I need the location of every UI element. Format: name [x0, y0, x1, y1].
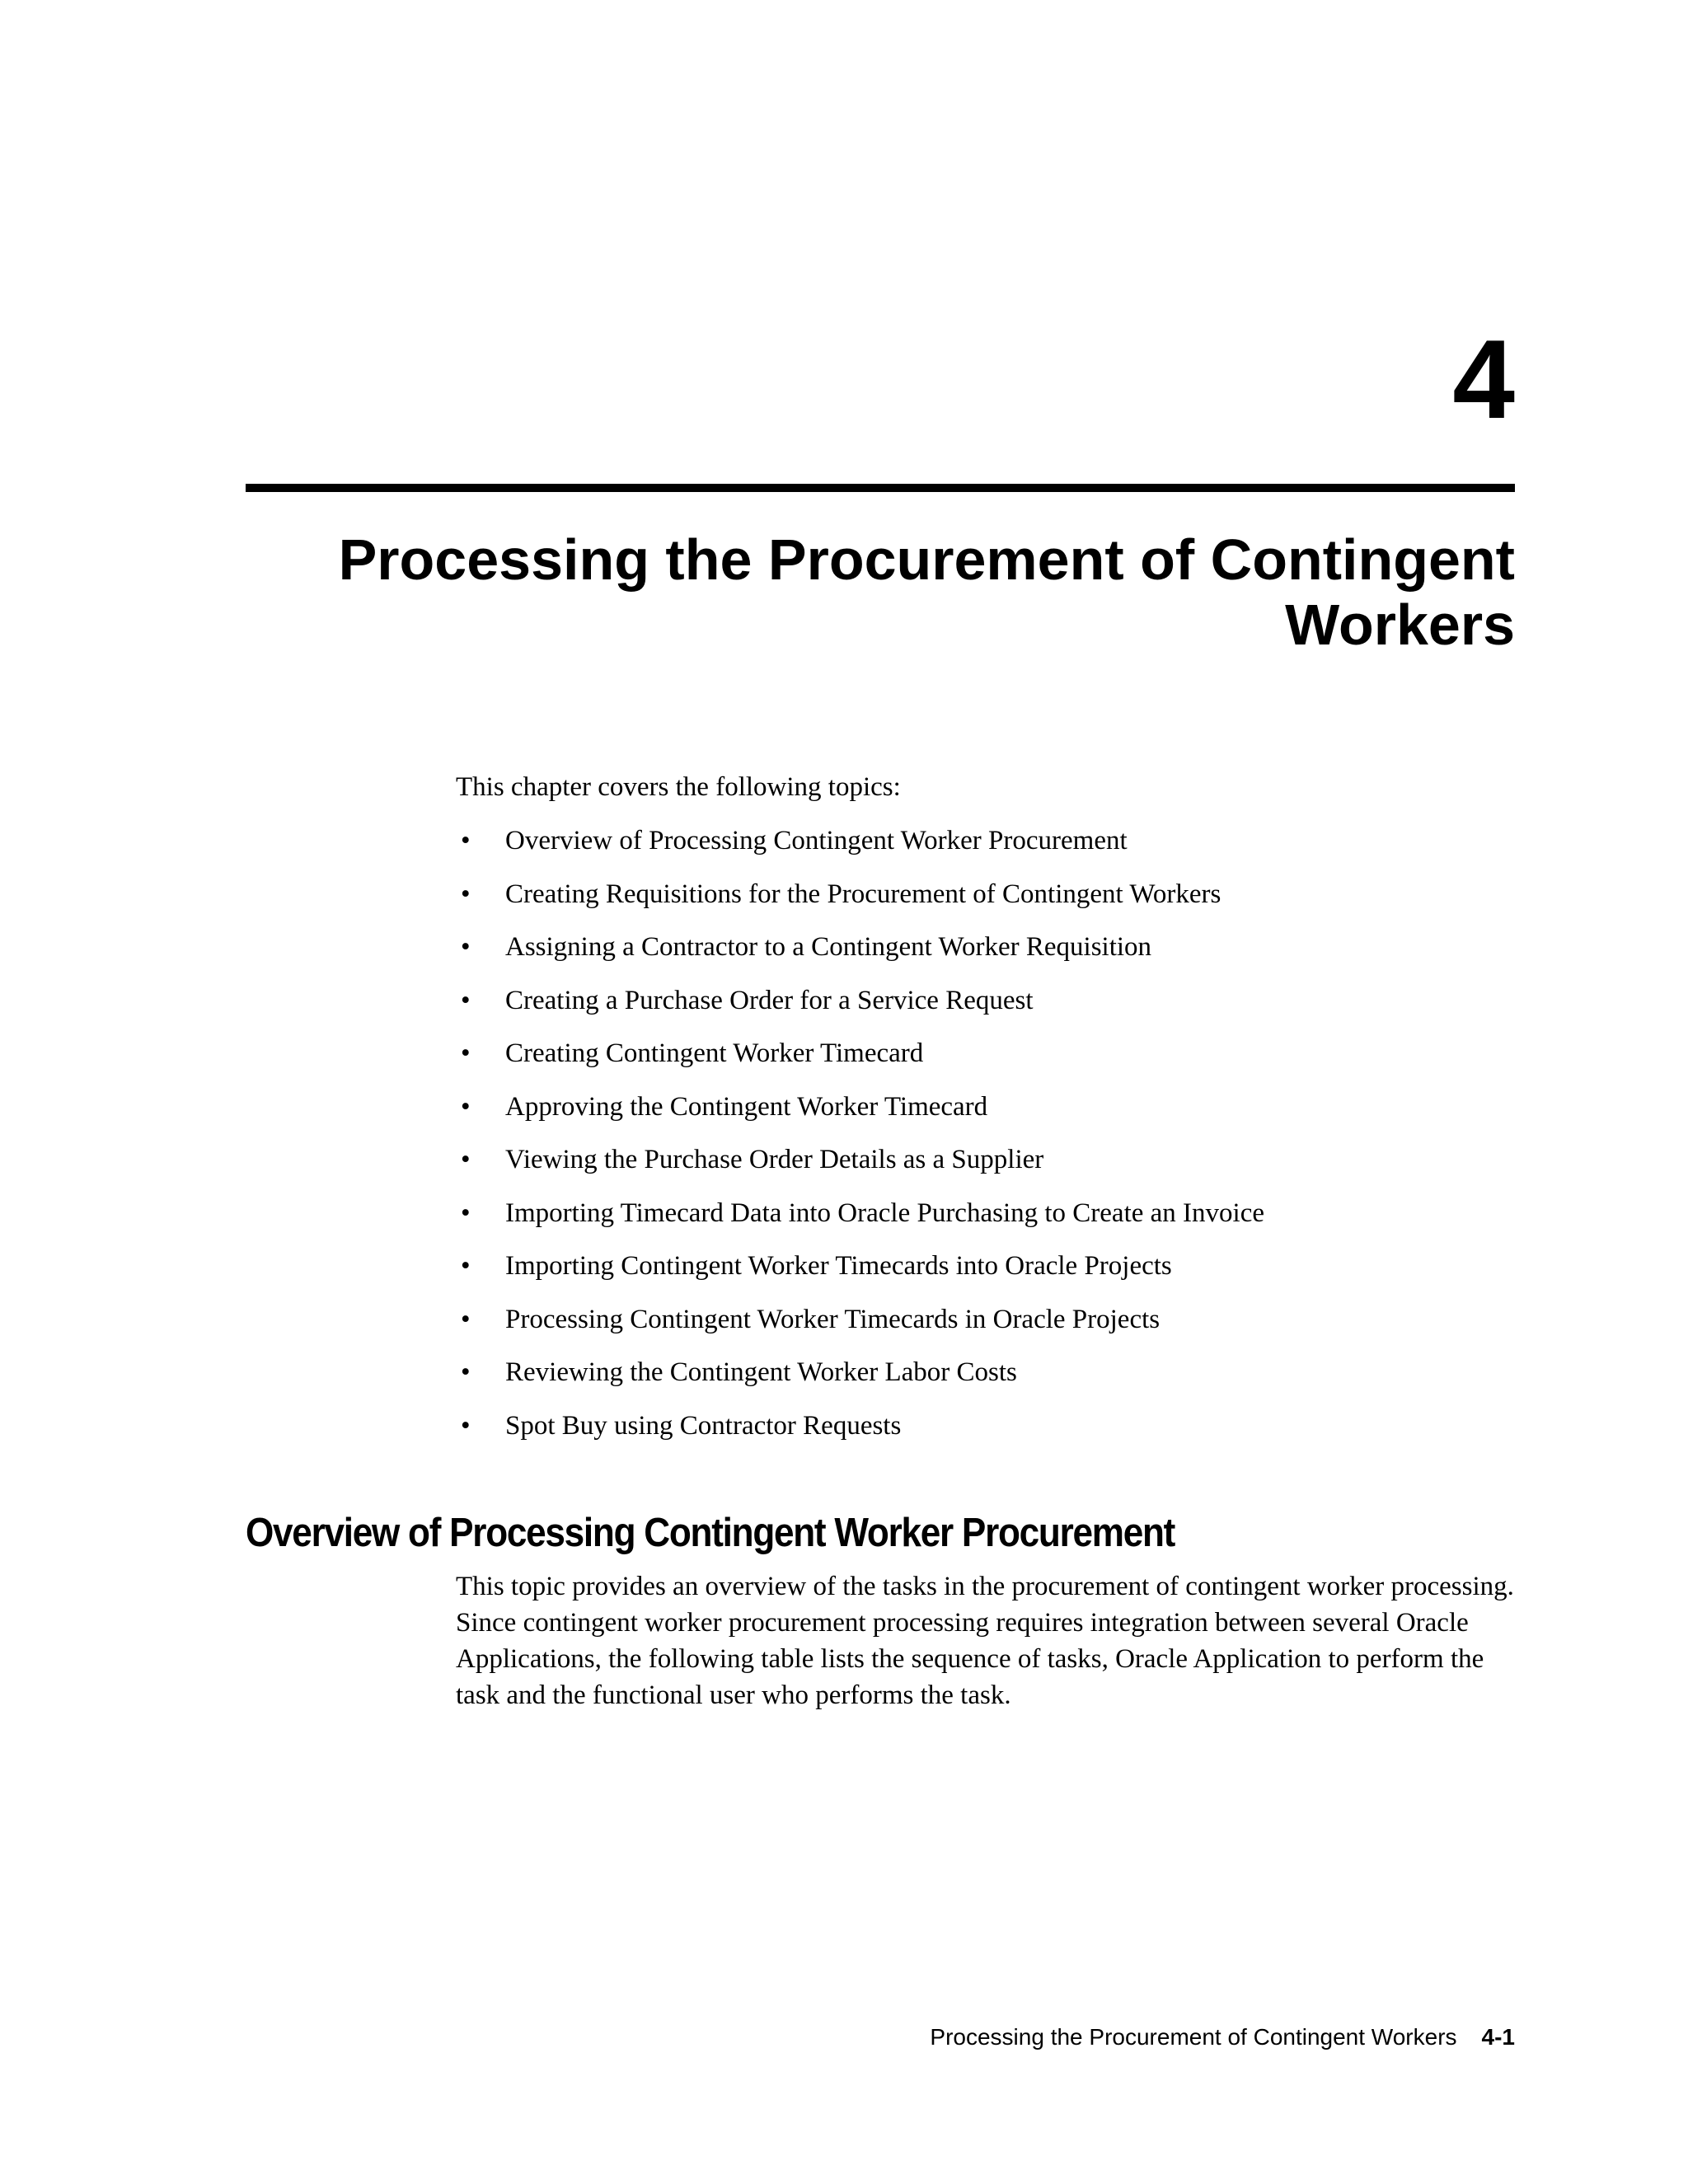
topic-link[interactable]: Importing Contingent Worker Timecards into Oracle Projects — [505, 1251, 1172, 1281]
topic-link[interactable]: Spot Buy using Contractor Requests — [505, 1410, 902, 1441]
topic-item[interactable] — [456, 929, 1264, 982]
bullet-icon: • — [461, 826, 471, 855]
topic-list — [456, 823, 1264, 1460]
page-footer — [930, 2023, 1515, 2051]
topic-item[interactable] — [456, 876, 1264, 930]
footer-title: Processing the Procurement of Contingent Workers — [930, 2024, 1457, 2050]
topic-item[interactable] — [456, 1141, 1264, 1195]
topic-link[interactable]: Assigning a Contractor to a Contingent Worker Requisition — [505, 932, 1152, 962]
topic-item[interactable] — [456, 1354, 1264, 1408]
section-paragraph: This topic provides an overview of the tasks in the procurement of contingent worker processing. Since contingent worker procurement processing requires integration between several Oracle Applications, the following table lists the sequence of tasks, Oracle Application to perform the task and the functional user who performs the task. — [456, 1572, 1514, 1710]
chapter-number: 4 — [1452, 316, 1515, 442]
topic-link[interactable]: Reviewing the Contingent Worker Labor Costs — [505, 1357, 1017, 1387]
topic-item[interactable] — [456, 1408, 1264, 1461]
topic-item[interactable] — [456, 1035, 1264, 1089]
topic-link[interactable]: Creating a Purchase Order for a Service Request — [505, 985, 1034, 1015]
bullet-icon: • — [461, 1251, 471, 1281]
topic-item[interactable] — [456, 1248, 1264, 1301]
topic-link[interactable]: Overview of Processing Contingent Worker Procurement — [505, 826, 1128, 855]
section-heading: Overview of Processing Contingent Worker Procurement — [246, 1511, 1175, 1555]
bullet-icon: • — [461, 1357, 471, 1387]
bullet-icon: • — [461, 1410, 471, 1441]
topic-item[interactable] — [456, 823, 1264, 876]
bullet-icon: • — [461, 932, 471, 962]
bullet-icon: • — [461, 1038, 471, 1068]
page-number: 4-1 — [1481, 2024, 1515, 2050]
bullet-icon: • — [461, 1145, 471, 1174]
topics-intro: This chapter covers the following topics: — [456, 772, 901, 802]
chapter-title: Processing the Procurement of Contingent Workers — [338, 527, 1515, 657]
topic-item[interactable] — [456, 1089, 1264, 1142]
bullet-icon: • — [461, 1091, 471, 1122]
bullet-icon: • — [461, 985, 471, 1015]
chapter-divider — [246, 484, 1515, 492]
bullet-icon: • — [461, 1304, 471, 1334]
bullet-icon: • — [461, 1197, 471, 1228]
topic-link[interactable]: Approving the Contingent Worker Timecard — [505, 1091, 988, 1122]
topic-link[interactable]: Creating Contingent Worker Timecard — [505, 1038, 924, 1068]
topic-link[interactable]: Importing Timecard Data into Oracle Purchasing to Create an Invoice — [505, 1197, 1264, 1228]
topic-link[interactable]: Viewing the Purchase Order Details as a Supplier — [505, 1145, 1044, 1174]
topic-link[interactable]: Creating Requisitions for the Procurement of Contingent Workers — [505, 879, 1221, 909]
topic-link[interactable]: Processing Contingent Worker Timecards in Oracle Projects — [505, 1304, 1160, 1334]
topic-item[interactable] — [456, 1195, 1264, 1249]
bullet-icon: • — [461, 879, 471, 909]
topic-item[interactable] — [456, 1301, 1264, 1355]
topic-item[interactable] — [456, 982, 1264, 1036]
